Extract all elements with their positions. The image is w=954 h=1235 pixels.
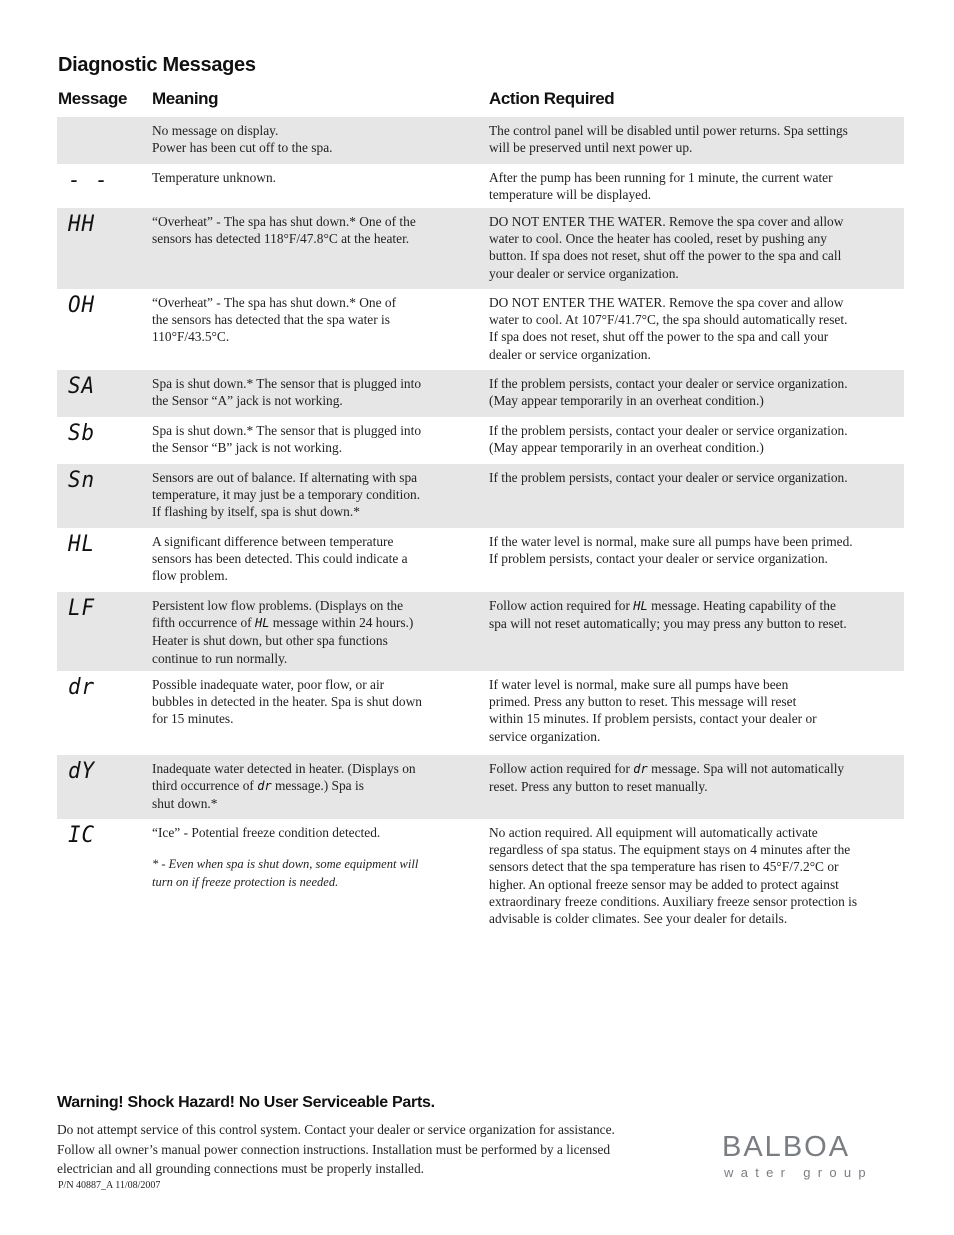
message-cell — [57, 370, 152, 417]
meaning-line: “Overheat” - The spa has shut down.* One of the — [152, 214, 416, 229]
action-line: (May appear temporarily in an overheat condition.) — [489, 440, 764, 456]
table-row — [57, 117, 904, 164]
action-line: regardless of spa status. The equipment stays on 4 minutes after the — [489, 842, 851, 858]
balboa-logo — [722, 1127, 902, 1183]
meaning-line: If flashing by itself, spa is shut down.* — [152, 504, 360, 520]
action-line: water to cool. Once the heater has cooled, reset by pushing any — [489, 231, 827, 247]
action-cell — [489, 755, 904, 819]
message-cell — [57, 464, 152, 528]
meaning-line: Power has been cut off to the spa. — [152, 140, 333, 156]
table-row — [57, 755, 904, 819]
meaning-line: shut down.* — [152, 796, 218, 812]
text-segment: message.) Spa is — [271, 778, 364, 794]
inline-code: dr — [633, 762, 648, 776]
meaning-line: Heater is shut down, but other spa functions — [152, 633, 388, 649]
footnote — [152, 856, 471, 891]
action-line: water to cool. At 107°F/41.7°C, the spa should automatically reset. — [489, 312, 848, 328]
action-cell — [489, 528, 904, 592]
action-cell — [489, 417, 904, 464]
meaning-line: flow problem. — [152, 568, 228, 584]
meaning-cell — [152, 755, 489, 819]
action-cell — [489, 208, 904, 289]
meaning-line: Persistent low flow problems. (Displays on the — [152, 598, 404, 613]
meaning-line: Temperature unknown. — [152, 170, 276, 185]
meaning-cell — [152, 417, 489, 464]
meaning-line: bubbles in detected in the heater. Spa is shut down — [152, 694, 422, 710]
table-row — [57, 289, 904, 370]
meaning-cell — [152, 208, 489, 289]
meaning-line: temperature, it may just be a temporary condition. — [152, 487, 421, 503]
meaning-cell — [152, 370, 489, 417]
message-code: dY — [68, 759, 96, 784]
header-message: Message — [58, 89, 128, 108]
message-cell — [57, 417, 152, 464]
action-line: If the problem persists, contact your dealer or service organization. — [489, 423, 848, 438]
action-cell — [489, 464, 904, 528]
header-action: Action Required — [489, 89, 615, 108]
meaning-cell — [152, 464, 489, 528]
header-meaning: Meaning — [152, 89, 219, 108]
message-code: Sn — [68, 468, 96, 493]
meaning-cell — [152, 592, 489, 671]
message-code: IC — [68, 823, 96, 848]
message-code: OH — [68, 293, 96, 318]
action-line: advisable is colder climates. See your dealer for details. — [489, 911, 788, 927]
footnote-line: * - Even when spa is shut down, some equipment will — [152, 857, 419, 872]
meaning-cell — [152, 164, 489, 208]
action-line: your dealer or service organization. — [489, 265, 679, 281]
message-code: Sb — [68, 421, 96, 446]
meaning-cell — [152, 117, 489, 164]
action-line: If spa does not reset, shut off the power to the spa and call your — [489, 329, 829, 345]
action-cell — [489, 592, 904, 671]
meaning-line: “Ice” - Potential freeze condition detected. — [152, 825, 381, 840]
meaning-cell — [152, 289, 489, 370]
action-line: If the water level is normal, make sure all pumps have been primed. — [489, 534, 853, 549]
meaning-line: “Overheat” - The spa has shut down.* One of — [152, 295, 397, 310]
text-segment: message. Spa will not automatically — [647, 761, 845, 776]
meaning-line: the sensors has detected that the spa water is — [152, 312, 390, 328]
action-line: temperature will be displayed. — [489, 187, 652, 203]
action-line: spa will not reset automatically; you may press any button to reset. — [489, 616, 847, 632]
action-cell — [489, 819, 904, 939]
action-line: If water level is normal, make sure all pumps have been — [489, 677, 789, 692]
meaning-cell — [152, 528, 489, 592]
action-cell — [489, 117, 904, 164]
warning-text — [57, 1120, 677, 1179]
meaning-line — [152, 614, 471, 632]
meaning-line: Sensors are out of balance. If alternating with spa — [152, 470, 418, 485]
action-line: dealer or service organization. — [489, 346, 651, 362]
message-cell — [57, 819, 152, 939]
action-line: DO NOT ENTER THE WATER. Remove the spa cover and allow — [489, 214, 844, 229]
table-row — [57, 592, 904, 671]
meaning-line: the Sensor “A” jack is not working. — [152, 393, 343, 409]
meaning-line: A significant difference between temperature — [152, 534, 394, 549]
table-row — [57, 370, 904, 417]
message-cell — [57, 671, 152, 755]
action-line: primed. Press any button to reset. This message will reset — [489, 694, 797, 710]
message-cell — [57, 289, 152, 370]
meaning-line: 110°F/43.5°C. — [152, 329, 230, 345]
message-code: HH — [68, 212, 96, 237]
inline-code: HL — [633, 599, 648, 613]
message-cell — [57, 755, 152, 819]
text-segment: Follow action required for — [489, 598, 634, 613]
action-cell — [489, 289, 904, 370]
page-title: Diagnostic Messages — [58, 54, 256, 76]
warning-line: electrician and all grounding connections must be properly installed. — [57, 1161, 425, 1176]
warning-title: Warning! Shock Hazard! No User Serviceable Parts. — [57, 1094, 435, 1111]
meaning-line — [152, 777, 471, 795]
action-line: If the problem persists, contact your dealer or service organization. — [489, 470, 848, 485]
warning-line: Follow all owner’s manual power connection instructions. Installation must be performed by a licensed — [57, 1141, 611, 1157]
message-cell — [57, 208, 152, 289]
logo-tagline: water group — [724, 1165, 873, 1180]
action-line — [489, 760, 898, 778]
text-segment: message within 24 hours.) — [269, 615, 414, 631]
meaning-cell — [152, 671, 489, 755]
table-row — [57, 671, 904, 755]
action-line: (May appear temporarily in an overheat condition.) — [489, 393, 764, 409]
action-cell — [489, 671, 904, 755]
meaning-line: Spa is shut down.* The sensor that is plugged into — [152, 376, 422, 391]
action-line: reset. Press any button to reset manually. — [489, 779, 708, 795]
meaning-line: for 15 minutes. — [152, 711, 234, 727]
message-code: dr — [68, 675, 96, 700]
table-row — [57, 208, 904, 289]
table-row — [57, 164, 904, 208]
message-cell — [57, 592, 152, 671]
message-cell — [57, 117, 152, 164]
action-line: sensors detect that the spa temperature has risen to 45°F/7.2°C or — [489, 859, 839, 875]
meaning-line: sensors has detected 118°F/47.8°C at the heater. — [152, 231, 410, 247]
meaning-line: No message on display. — [152, 123, 279, 138]
message-code: LF — [68, 596, 96, 621]
action-cell — [489, 164, 904, 208]
action-line: DO NOT ENTER THE WATER. Remove the spa cover and allow — [489, 295, 844, 310]
action-line: No action required. All equipment will automatically activate — [489, 825, 818, 840]
action-line: will be preserved until next power up. — [489, 140, 693, 156]
text-segment: message. Heating capability of the — [647, 598, 836, 613]
inline-code: HL — [254, 616, 270, 631]
meaning-line: sensors has been detected. This could indicate a — [152, 551, 408, 567]
action-line: If problem persists, contact your dealer or service organization. — [489, 551, 828, 567]
warning-line: Do not attempt service of this control system. Contact your dealer or service organization for assistance. — [57, 1122, 615, 1137]
message-code: SA — [68, 374, 96, 399]
action-line: button. If spa does not reset, shut off the power to the spa and call — [489, 248, 842, 264]
diagnostic-table — [57, 117, 904, 939]
action-cell — [489, 370, 904, 417]
action-line: within 15 minutes. If problem persists, contact your dealer or — [489, 711, 817, 727]
table-row — [57, 819, 904, 939]
table-row — [57, 528, 904, 592]
action-line: extraordinary freeze conditions. Auxiliary freeze sensor protection is — [489, 893, 858, 909]
meaning-line: continue to run normally. — [152, 650, 288, 666]
message-cell — [57, 528, 152, 592]
action-line — [489, 597, 898, 615]
meaning-cell — [152, 819, 489, 939]
meaning-line: the Sensor “B” jack is not working. — [152, 440, 343, 456]
table-row — [57, 417, 904, 464]
text-segment: fifth occurrence of — [152, 615, 255, 631]
action-line: higher. An optional freeze sensor may be added to protect against — [489, 876, 839, 892]
message-code: - - — [68, 168, 109, 193]
text-segment: Follow action required for — [489, 761, 634, 776]
footnote-line: turn on if freeze protection is needed. — [152, 874, 339, 889]
meaning-line: Inadequate water detected in heater. (Displays on — [152, 761, 416, 776]
meaning-line: Possible inadequate water, poor flow, or air — [152, 677, 385, 692]
action-line: service organization. — [489, 728, 601, 744]
inline-code: dr — [257, 779, 272, 794]
action-line: If the problem persists, contact your dealer or service organization. — [489, 376, 848, 391]
meaning-line: Spa is shut down.* The sensor that is plugged into — [152, 423, 422, 438]
message-cell — [57, 164, 152, 208]
logo-brand: BALBOA — [722, 1131, 851, 1163]
text-segment: third occurrence of — [152, 778, 258, 794]
table-row — [57, 464, 904, 528]
part-number: P/N 40887_A 11/08/2007 — [58, 1180, 161, 1191]
action-line: After the pump has been running for 1 minute, the current water — [489, 170, 833, 185]
action-line: The control panel will be disabled until power returns. Spa settings — [489, 123, 848, 138]
message-code: HL — [68, 532, 96, 557]
